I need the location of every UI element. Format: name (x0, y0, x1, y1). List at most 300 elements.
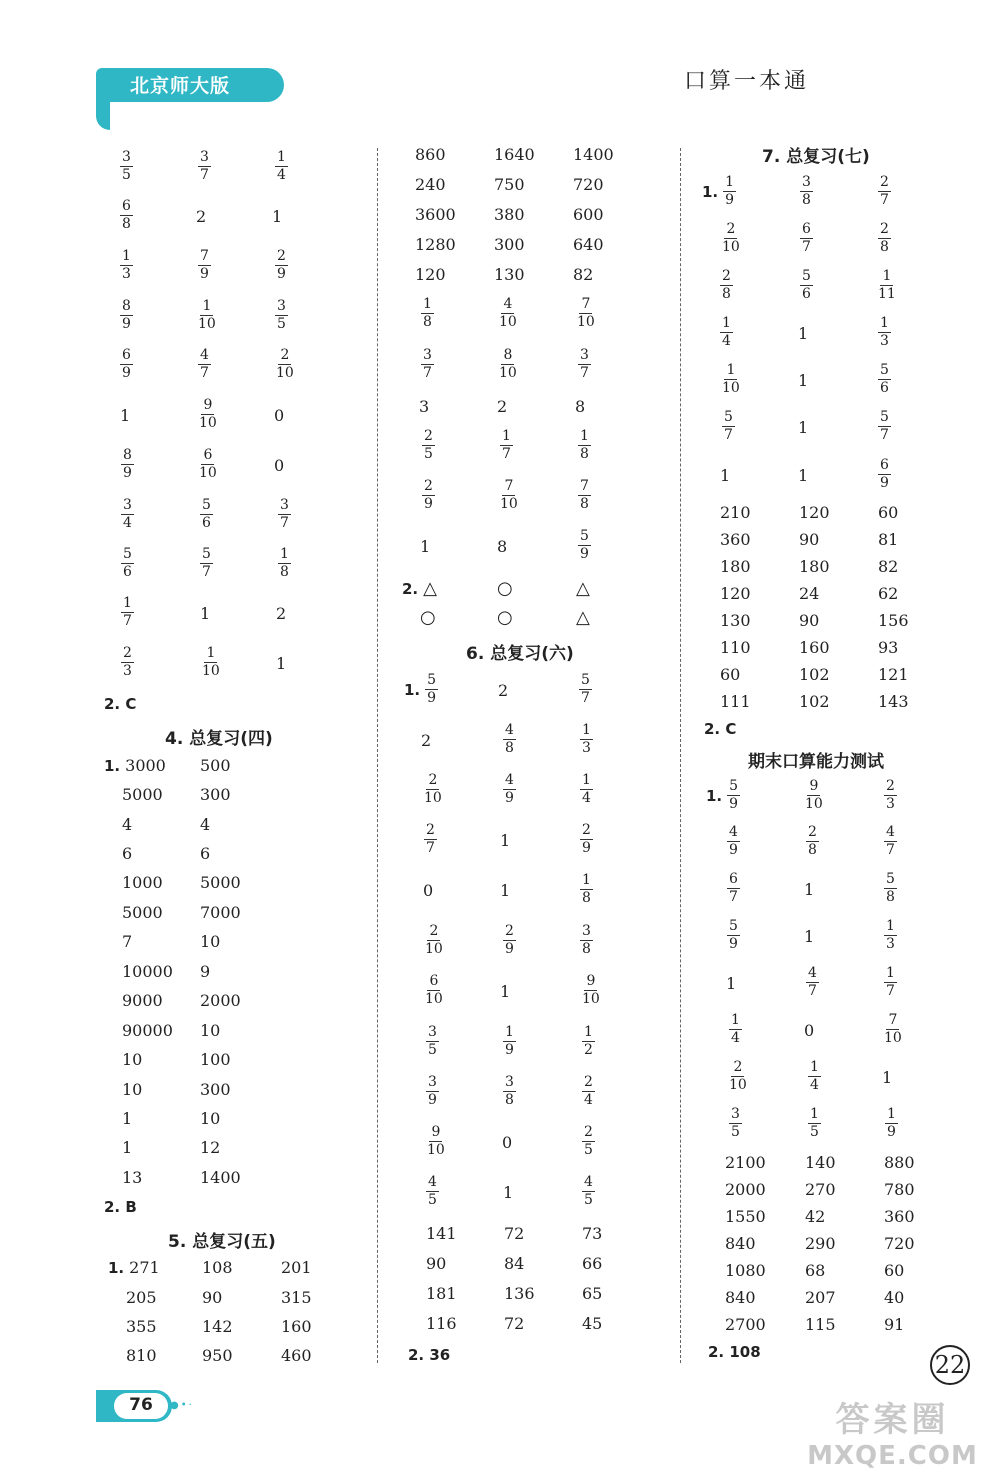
question-number: 1. (404, 680, 421, 699)
answer-value: 1640 (494, 145, 535, 164)
answer-value: 120 (415, 265, 446, 284)
fraction-numerator: 5 (427, 672, 437, 688)
answer-fraction (578, 479, 591, 512)
fraction-numerator: 2 (880, 221, 889, 237)
fraction (426, 1175, 439, 1208)
fraction (424, 823, 437, 856)
fraction (727, 919, 740, 952)
fraction (274, 348, 296, 381)
answer-value: 160 (281, 1317, 312, 1336)
answer-value: 360 (720, 530, 751, 549)
answer-value: 116 (426, 1314, 457, 1333)
answer-value: 9 (200, 962, 211, 981)
fraction-denominator: 7 (802, 239, 811, 255)
section-heading: 4. 总复习(四) (165, 729, 273, 749)
answer-value: 880 (884, 1153, 915, 1172)
fraction-numerator: 7 (580, 478, 589, 494)
answer-fraction (884, 825, 897, 858)
answer-fraction (121, 547, 134, 580)
fraction-denominator: 10 (722, 239, 740, 255)
fraction (275, 150, 288, 183)
question-first-answer (404, 673, 438, 706)
fraction (580, 723, 593, 756)
section-heading: 6. 总复习(六) (466, 644, 574, 664)
answer-value: 1 (272, 207, 283, 226)
fraction-denominator: 4 (123, 515, 132, 531)
answer-value: 315 (281, 1288, 312, 1307)
watermark-text: 答案圈 (835, 1400, 950, 1440)
fraction-numerator: 2 (582, 822, 591, 838)
fraction-numerator: 6 (122, 347, 131, 363)
fraction (120, 199, 133, 232)
answer-value: 140 (805, 1153, 836, 1172)
fraction-numerator: 4 (505, 722, 514, 738)
answer-value: 111 (720, 692, 751, 711)
answer-fraction (800, 222, 813, 255)
fraction-denominator: 7 (886, 842, 895, 858)
fraction (121, 448, 134, 481)
answer-fraction (200, 498, 213, 531)
fraction-denominator: 10 (425, 941, 443, 957)
fraction (800, 222, 813, 255)
fraction-numerator: 9 (586, 973, 596, 989)
answer-value: 1400 (573, 145, 614, 164)
answer-value: 1 (804, 927, 815, 946)
answer-value: 91 (884, 1315, 905, 1334)
fraction (503, 773, 516, 806)
fraction-numerator: 2 (428, 772, 438, 788)
answer-fraction (884, 779, 897, 812)
answer-value: 290 (805, 1234, 836, 1253)
fraction-numerator: 3 (123, 497, 132, 513)
fraction (503, 1075, 516, 1108)
fraction (800, 175, 813, 208)
fraction (729, 1013, 742, 1046)
answer-fraction (120, 199, 133, 232)
answer-value: ○ (497, 578, 513, 599)
section-heading: 期末口算能力测试 (748, 752, 884, 772)
answer-fraction (497, 348, 519, 381)
answer-fraction (422, 429, 435, 462)
fraction-denominator: 9 (428, 1092, 437, 1108)
answer-value: 90 (202, 1288, 223, 1307)
fraction-numerator: 3 (582, 923, 591, 939)
fraction-denominator: 9 (427, 690, 437, 706)
fraction-denominator: 10 (425, 991, 443, 1007)
fraction-denominator: 5 (428, 1042, 437, 1058)
fraction-numerator: 1 (882, 268, 892, 284)
fraction-numerator: 1 (725, 174, 735, 190)
answer-value: 0 (804, 1021, 815, 1040)
fraction (720, 363, 742, 396)
answer-fraction (882, 1013, 904, 1046)
fraction-denominator: 8 (582, 890, 591, 906)
fraction (878, 410, 891, 443)
answer-value: 110 (720, 638, 751, 657)
fraction-numerator: 5 (580, 528, 589, 544)
fraction-numerator: 1 (584, 1024, 593, 1040)
fraction-denominator: 9 (277, 266, 286, 282)
answer-fraction (275, 299, 288, 332)
answer-fraction (727, 872, 740, 905)
answer-value: 840 (725, 1288, 756, 1307)
answer-value: 0 (502, 1133, 513, 1152)
answer-value: 460 (281, 1346, 312, 1365)
fraction (580, 924, 593, 957)
fraction-numerator: 4 (886, 824, 895, 840)
fraction-numerator: 1 (731, 1012, 740, 1028)
book-title: 口算一本通 (684, 69, 810, 94)
section-heading: 5. 总复习(五) (168, 1232, 276, 1252)
fraction-denominator: 7 (808, 983, 817, 999)
fraction-denominator: 8 (122, 216, 131, 232)
answer-value: 2 (276, 604, 287, 623)
answer-value: 141 (426, 1224, 457, 1243)
fraction-numerator: 8 (503, 347, 513, 363)
answer-value: 1 (122, 1138, 133, 1157)
fraction-numerator: 6 (429, 973, 439, 989)
answer-fraction (198, 249, 211, 282)
answer-fraction (878, 222, 891, 255)
answer-value: 0 (423, 881, 434, 900)
question-answer-text: 2. C (104, 695, 137, 713)
answer-value: 1 (804, 880, 815, 899)
fraction (500, 429, 513, 462)
fraction (878, 222, 891, 255)
fraction-denominator: 4 (810, 1077, 819, 1093)
answer-fraction (120, 150, 133, 183)
answer-fraction (878, 175, 891, 208)
fraction (580, 873, 593, 906)
answer-value: △ (423, 578, 437, 599)
answer-value: 136 (504, 1284, 535, 1303)
answer-value: 8 (497, 537, 508, 556)
question-first-answer (702, 175, 736, 208)
answer-value: 201 (281, 1258, 312, 1277)
fraction (198, 348, 211, 381)
answer-value: 750 (494, 175, 525, 194)
fraction-numerator: 1 (502, 428, 511, 444)
answer-fraction (806, 966, 819, 999)
page-number-dots: ●•· (170, 1400, 194, 1411)
fraction (578, 348, 591, 381)
answer-value: 1280 (415, 235, 456, 254)
answer-fraction (580, 723, 593, 756)
fraction-numerator: 5 (880, 409, 889, 425)
question-answer (708, 1343, 761, 1361)
page-number-left: 76 (129, 1395, 153, 1415)
fraction-numerator: 7 (888, 1012, 898, 1028)
fraction-denominator: 9 (505, 790, 514, 806)
answer-value: 60 (878, 503, 899, 522)
answer-value: 0 (274, 406, 285, 425)
fraction (578, 429, 591, 462)
answer-fraction (426, 1025, 439, 1058)
answer-value: 0 (274, 456, 285, 475)
fraction-numerator: 4 (428, 1174, 437, 1190)
answer-fraction (580, 773, 593, 806)
fraction (121, 596, 134, 629)
answer-value: 2 (421, 731, 432, 750)
fraction (582, 1075, 595, 1108)
fraction-numerator: 2 (726, 221, 736, 237)
answer-value: 10 (200, 1021, 221, 1040)
fraction (582, 1025, 595, 1058)
answer-value: 2 (497, 397, 508, 416)
fraction-denominator: 8 (880, 239, 889, 255)
fraction-numerator: 6 (729, 871, 738, 887)
fraction-denominator: 10 (198, 316, 216, 332)
fraction-numerator: 2 (424, 478, 433, 494)
question-answer (104, 1198, 137, 1216)
fraction-denominator: 4 (584, 1092, 593, 1108)
fraction (580, 823, 593, 856)
answer-fraction (727, 825, 740, 858)
fraction-numerator: 7 (504, 478, 514, 494)
answer-value: 90 (799, 530, 820, 549)
fraction (878, 363, 891, 396)
fraction-numerator: 1 (726, 362, 736, 378)
fraction-denominator: 10 (577, 314, 595, 330)
answer-fraction (278, 498, 291, 531)
fraction (884, 966, 897, 999)
answer-fraction (808, 1060, 821, 1093)
fraction-numerator: 3 (802, 174, 811, 190)
question-number: 1. (702, 182, 719, 201)
answer-value: 10 (200, 932, 221, 951)
fraction-numerator: 6 (802, 221, 811, 237)
fraction (196, 299, 218, 332)
fraction (803, 779, 825, 812)
answer-value: 207 (805, 1288, 836, 1307)
fraction-denominator: 7 (880, 427, 889, 443)
fraction (278, 547, 291, 580)
fraction (497, 297, 519, 330)
answer-value: 1 (798, 466, 809, 485)
answer-value: 68 (805, 1261, 826, 1280)
fraction-numerator: 1 (886, 965, 895, 981)
fraction-denominator: 10 (499, 365, 517, 381)
answer-fraction (274, 348, 296, 381)
answer-value: 3600 (415, 205, 456, 224)
fraction (720, 222, 742, 255)
answer-fraction (720, 269, 733, 302)
fraction-denominator: 5 (810, 1124, 819, 1140)
answer-fraction (580, 823, 593, 856)
answer-value: 62 (878, 584, 899, 603)
answer-value: △ (576, 607, 590, 628)
fraction-denominator: 10 (500, 496, 518, 512)
answer-value: 1 (882, 1068, 893, 1087)
fraction-denominator: 10 (276, 365, 294, 381)
fraction-denominator: 10 (884, 1030, 902, 1046)
fraction (421, 348, 434, 381)
fraction-denominator: 9 (880, 475, 889, 491)
fraction-numerator: 3 (580, 347, 589, 363)
fraction-denominator: 3 (122, 266, 131, 282)
answer-value: 181 (426, 1284, 457, 1303)
fraction-numerator: 9 (431, 1124, 441, 1140)
fraction (275, 299, 288, 332)
fraction-denominator: 3 (880, 333, 889, 349)
question-answer (704, 720, 736, 738)
answer-value: 130 (720, 611, 751, 630)
answer-value: ○ (497, 607, 513, 628)
fraction (878, 316, 891, 349)
answer-value: 1 (798, 371, 809, 390)
fraction-denominator: 7 (580, 365, 589, 381)
answer-fraction (878, 363, 891, 396)
answer-value: 10000 (122, 962, 173, 981)
fraction-numerator: 4 (808, 965, 817, 981)
fraction (884, 872, 897, 905)
fraction-numerator: 4 (200, 347, 209, 363)
answer-value: 42 (805, 1207, 826, 1226)
fraction-denominator: 8 (505, 740, 514, 756)
fraction (121, 547, 134, 580)
fraction (878, 175, 891, 208)
question-number: 1. (108, 1259, 125, 1277)
fraction-numerator: 8 (123, 447, 132, 463)
answer-fraction (197, 398, 219, 431)
fraction-denominator: 9 (200, 266, 209, 282)
answer-fraction (197, 448, 219, 481)
answer-fraction (878, 458, 891, 491)
answer-value: 8 (575, 397, 586, 416)
answer-value: 81 (878, 530, 899, 549)
answer-value: 93 (878, 638, 899, 657)
answer-fraction (121, 646, 134, 679)
column-divider-right (680, 148, 681, 1363)
answer-value: 9000 (122, 991, 163, 1010)
fraction-numerator: 2 (808, 824, 817, 840)
fraction-denominator: 10 (424, 790, 442, 806)
answer-value: 45 (582, 1314, 603, 1333)
answer-fraction (582, 1075, 595, 1108)
question-number: 1. (706, 786, 723, 805)
question-first-answer (108, 1259, 160, 1277)
answer-fraction (580, 974, 602, 1007)
fraction (800, 269, 813, 302)
answer-value: 2700 (725, 1315, 766, 1334)
fraction (422, 429, 435, 462)
fraction (579, 673, 592, 706)
answer-value: 40 (884, 1288, 905, 1307)
answer-fraction (196, 299, 218, 332)
fraction-numerator: 2 (123, 645, 132, 661)
answer-fraction (278, 547, 291, 580)
answer-value: 7 (122, 932, 133, 951)
fraction-numerator: 1 (423, 296, 432, 312)
fraction-numerator: 2 (429, 923, 439, 939)
fraction-numerator: 4 (729, 824, 738, 840)
fraction-denominator: 10 (499, 314, 517, 330)
fraction-denominator: 6 (123, 564, 132, 580)
answer-value: 600 (573, 205, 604, 224)
fraction-numerator: 2 (424, 428, 433, 444)
fraction (578, 529, 591, 562)
answer-fraction (582, 1125, 595, 1158)
fraction (120, 348, 133, 381)
answer-value: 108 (202, 1258, 233, 1277)
fraction-denominator: 7 (280, 515, 289, 531)
fraction (884, 779, 897, 812)
fraction-numerator: 7 (200, 248, 209, 264)
fraction-numerator: 1 (580, 428, 589, 444)
answer-fraction (578, 529, 591, 562)
answer-fraction (121, 448, 134, 481)
fraction-denominator: 5 (428, 1192, 437, 1208)
answer-value: 13 (122, 1168, 143, 1187)
fraction-numerator: 1 (206, 645, 216, 661)
fraction (421, 297, 434, 330)
fraction (498, 479, 520, 512)
fraction-denominator: 9 (122, 316, 131, 332)
fraction-denominator: 3 (123, 663, 132, 679)
answer-value: 1 (798, 418, 809, 437)
fraction-numerator: 1 (887, 1106, 896, 1122)
answer-fraction (729, 1107, 742, 1140)
answer-value: 1 (500, 881, 511, 900)
answer-fraction (582, 1175, 595, 1208)
answer-value: 360 (884, 1207, 915, 1226)
fraction-denominator: 7 (202, 564, 211, 580)
question-number: 1. (104, 757, 121, 775)
fraction (275, 249, 288, 282)
answer-fraction (423, 924, 445, 957)
answer-value: 840 (725, 1234, 756, 1253)
fraction-numerator: 2 (584, 1074, 593, 1090)
fraction (503, 1025, 516, 1058)
answer-value: 300 (494, 235, 525, 254)
fraction-numerator: 5 (802, 268, 811, 284)
answer-fraction (800, 175, 813, 208)
fraction-numerator: 2 (880, 174, 889, 190)
fraction (720, 316, 733, 349)
fraction-denominator: 10 (202, 663, 220, 679)
answer-value: 72 (504, 1314, 525, 1333)
answer-value: 143 (878, 692, 909, 711)
fraction-denominator: 5 (584, 1142, 593, 1158)
answer-value: 270 (805, 1180, 836, 1199)
answer-value: △ (576, 578, 590, 599)
fraction (884, 825, 897, 858)
fraction (423, 974, 445, 1007)
answer-fraction (575, 297, 597, 330)
edition-label: 北京师大版 (130, 75, 231, 97)
fraction (720, 269, 733, 302)
fraction-denominator: 6 (880, 380, 889, 396)
answer-value: 1400 (200, 1168, 241, 1187)
answer-value: 1 (420, 537, 431, 556)
fraction (121, 646, 134, 679)
answer-value: 780 (884, 1180, 915, 1199)
answer-value: 90000 (122, 1021, 173, 1040)
answer-value: 1 (500, 982, 511, 1001)
fraction (876, 269, 898, 302)
question-answer (408, 1346, 450, 1364)
fraction-denominator: 8 (280, 564, 289, 580)
answer-fraction (121, 498, 134, 531)
fraction (582, 1125, 595, 1158)
fraction-denominator: 8 (808, 842, 817, 858)
answer-value: 120 (799, 503, 830, 522)
fraction-numerator: 3 (277, 298, 286, 314)
fraction-numerator: 1 (202, 298, 212, 314)
fraction (426, 1075, 439, 1108)
answer-value: 6 (122, 844, 133, 863)
fraction-numerator: 6 (880, 457, 889, 473)
